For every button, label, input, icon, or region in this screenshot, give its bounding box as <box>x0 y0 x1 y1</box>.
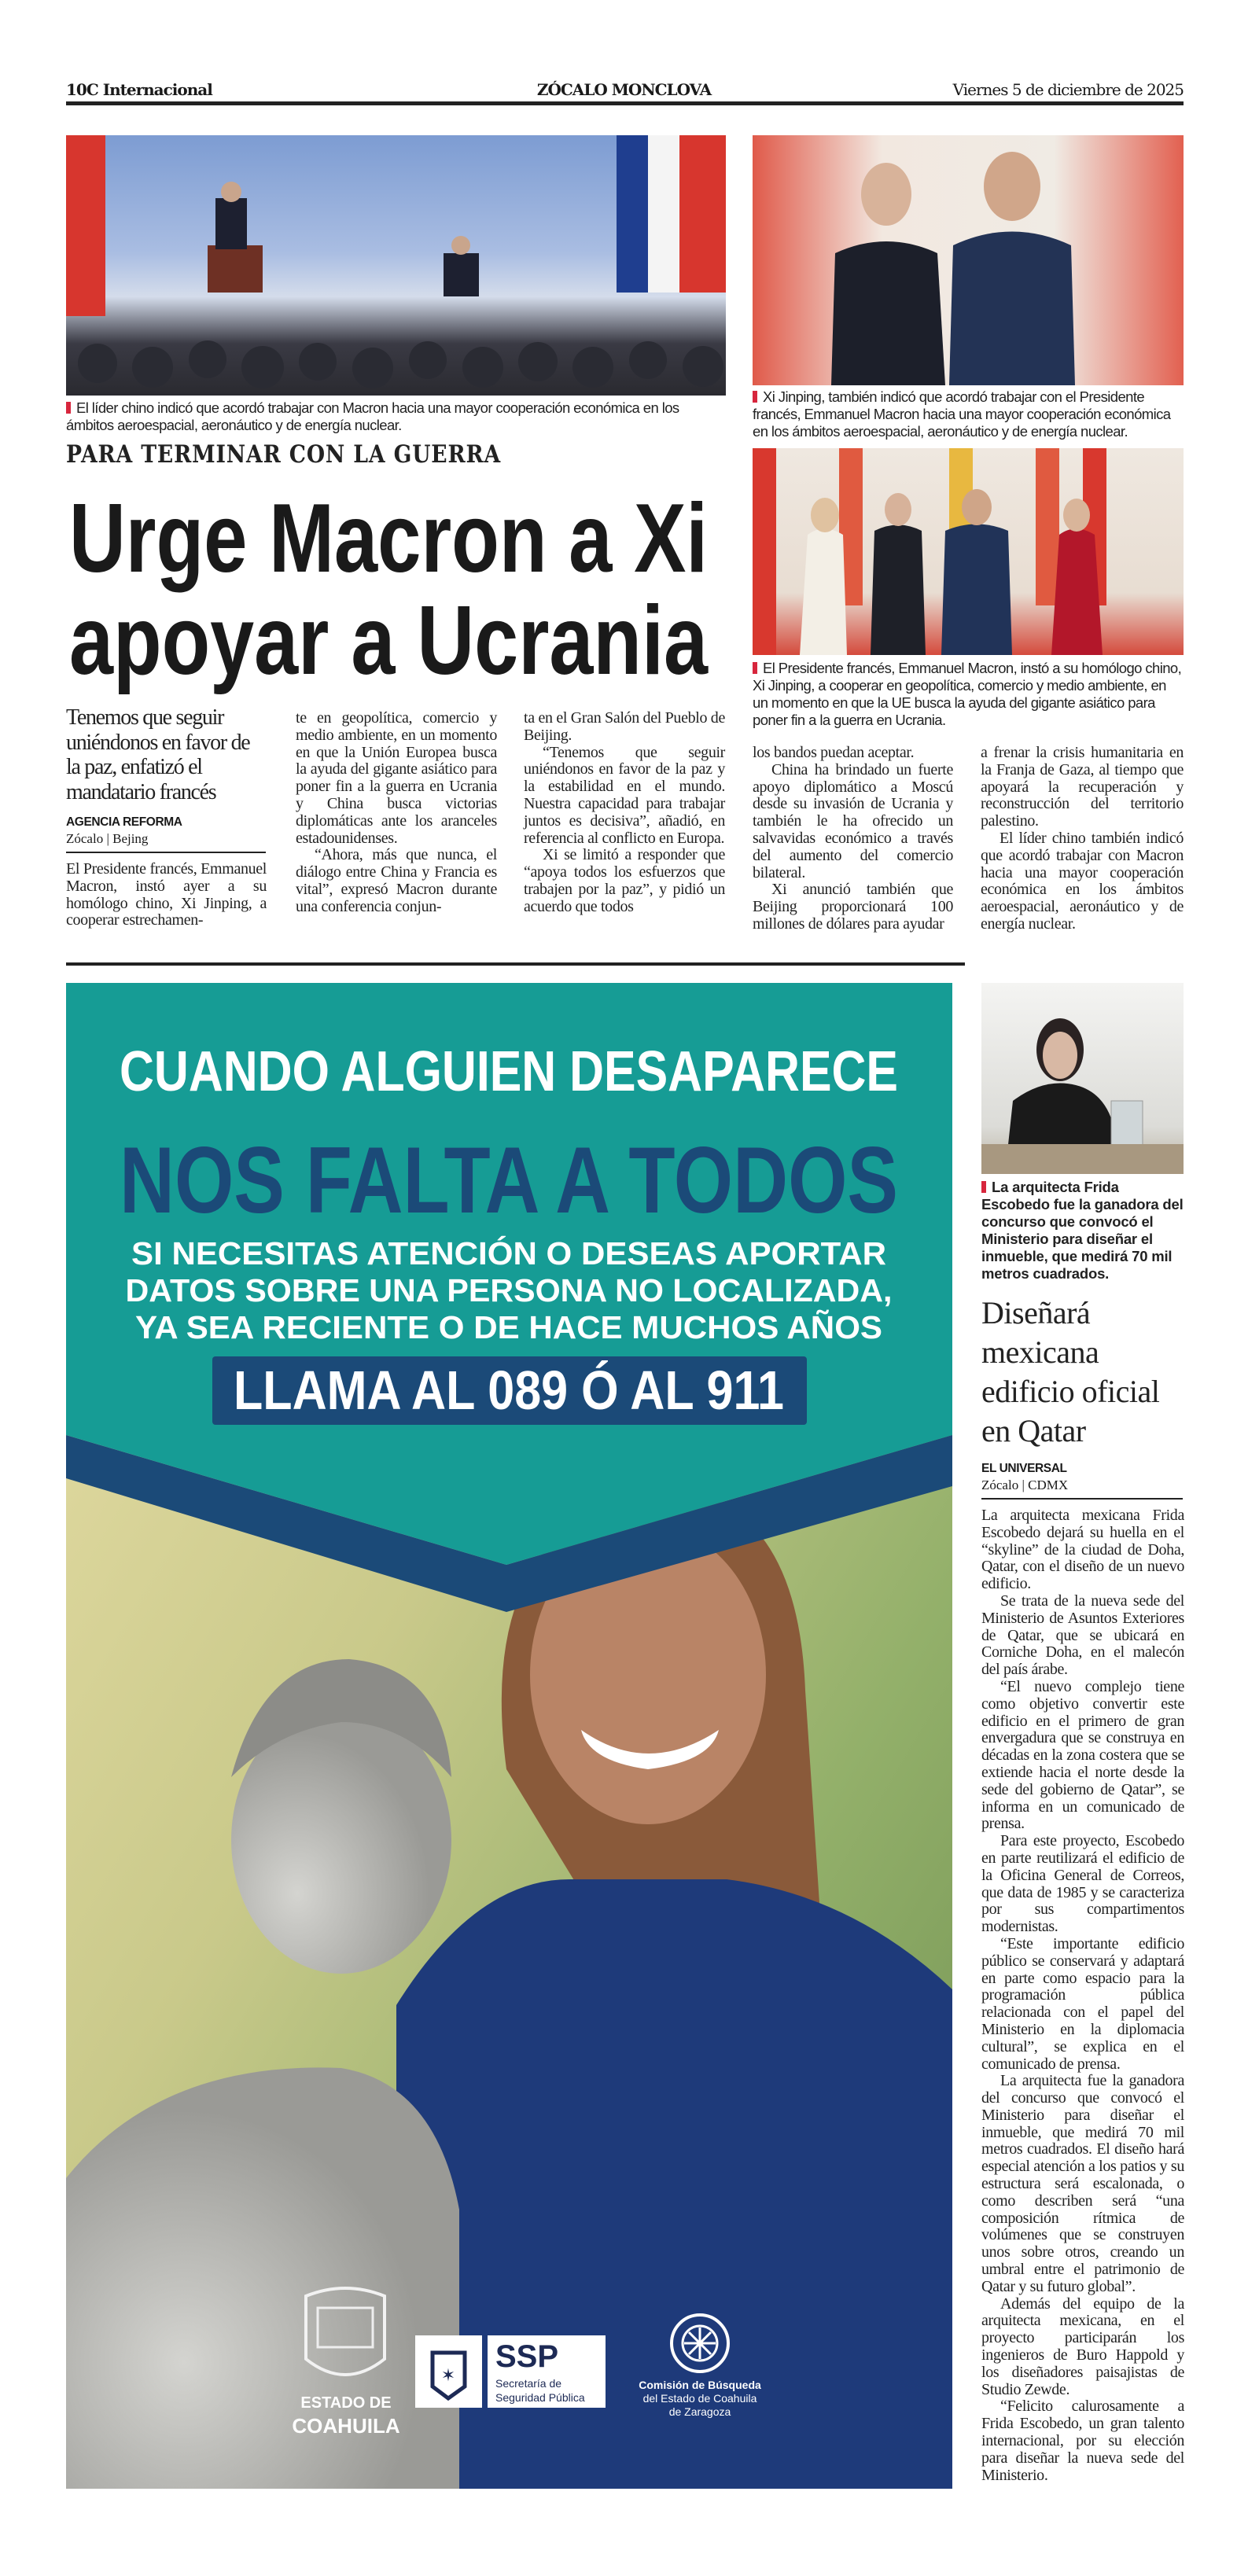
article-column-1: El Presidente francés, Emmanuel Macron, instó ayer a su homólogo chino, Xi Jinping, a cooperar estrechamen- <box>66 860 267 929</box>
ad-subtitle-2: DATOS SOBRE UNA PERSONA NO LOCALIZADA, <box>125 1272 893 1308</box>
issue-date: Viernes 5 de diciembre de 2025 <box>952 80 1184 99</box>
dateline: Zócalo | Bejing <box>66 831 149 846</box>
byline-rule <box>66 852 266 853</box>
boy-shirt <box>66 2067 459 2489</box>
byline-rule <box>981 1498 1183 1500</box>
ssp-star-icon: ✶ <box>440 2366 456 2386</box>
photo-caption: El líder chino indicó que acordó trabajar con Macron hacia una mayor cooperación económica en los ámbitos aeroespacial, aeronáutico y de energía nuclear. <box>66 399 679 433</box>
comision-line-3: de Zaragoza <box>668 2405 731 2418</box>
comision-line-2: del Estado de Coahuila <box>642 2392 757 2405</box>
article-column-1-stack <box>66 705 267 929</box>
byline-agency: EL UNIVERSAL <box>981 1462 1067 1475</box>
section-divider <box>66 962 965 966</box>
dateline: Zócalo | CDMX <box>981 1478 1069 1492</box>
newspaper-name: ZÓCALO MONCLOVA <box>536 80 712 99</box>
side-article-stack <box>981 1179 1184 2484</box>
ad-cta-phone: LLAMA AL 089 Ó AL 911 <box>234 1360 784 1421</box>
ssp-abbr: SSP <box>495 2339 559 2374</box>
header-rule <box>66 101 1184 105</box>
caption-marker-icon <box>753 662 757 674</box>
headline-line-1: Urge Macron a Xi <box>69 484 708 593</box>
conference-photo <box>66 135 726 396</box>
article-column-5: a frenar la crisis humanitaria en la Franja de Gaza, al tiempo que apoyará la recuperación y reconstrucción del territorio palestino. El líder chino también indicó que acordó trabajar con Macron hacia una mayor cooperación económica en los ámbitos aeroespacial, aeronáutico y de energía nuclear. <box>981 744 1184 933</box>
headline-line-2: apoyar a Ucrania <box>69 587 709 695</box>
caption-marker-icon <box>981 1181 986 1193</box>
article-column-4: los bandos puedan aceptar. China ha brindado un fuerte apoyo diplomático a Moscú desde su invasión de Ucrania y también le ha ofrecido un salvavidas económico a través del aumento del comercio bilateral. Xi anunció también que Beijing proporcionará 100 millones de dólares para ayudar <box>753 744 953 933</box>
architect-photo <box>981 983 1184 1174</box>
photo-caption: La arquitecta Frida Escobedo fue la ganadora del concurso que convocó el Ministerio para diseñar el inmueble, que medirá 70 mil metros cuadrados. <box>981 1179 1184 1282</box>
photo-caption: Xi Jinping, también indicó que acordó trabajar con el Presidente francés, Emmanuel Macron hacia una mayor cooperación económica en los ámbitos aeroespacial, aeronáutico y de energía nuclear. <box>753 388 1171 440</box>
couples-photo <box>753 448 1184 655</box>
headline <box>66 476 727 696</box>
missing-persons-ad <box>66 983 952 2489</box>
ssp-line-2: Seguridad Pública <box>495 2391 585 2404</box>
ad-subtitle-3: YA SEA RECIENTE O DE HACE MUCHOS AÑOS <box>135 1309 882 1345</box>
article-column-2: te en geopolítica, comercio y medio ambiente, en un momento en que la Unión Europea busca la ayuda del gigante asiático para poner fin a la guerra en Ucrania y China busca victorias diplomáticas ante los aranceles estadounidenses. “Ahora, más que nunca, el diálogo entre China y Francia es vital”, expresó Macron durante una conferencia conjun- <box>296 709 497 915</box>
byline-agency: AGENCIA REFORMA <box>66 815 182 829</box>
ad-subtitle-1: SI NECESITAS ATENCIÓN O DESEAS APORTAR <box>131 1235 886 1271</box>
section-label: 10C Internacional <box>66 80 212 99</box>
side-headline: Diseñará mexicana edificio oficial en Qatar <box>981 1295 1160 1448</box>
logo-coahuila-text: COAHUILA <box>292 2414 400 2438</box>
subheadline: Tenemos que seguir uniéndonos en favor de la paz, enfatizó el mandatario francés <box>66 705 250 804</box>
handshake-photo <box>753 135 1184 385</box>
kicker: PARA TERMINAR CON LA GUERRA <box>66 440 502 469</box>
ad-headline-2: NOS FALTA A TODOS <box>120 1128 898 1233</box>
photo-caption: El Presidente francés, Emmanuel Macron, instó a su homólogo chino, Xi Jinping, a cooperar en geopolítica, comercio y medio ambiente, en un momento en que la UE busca la ayuda del gigante asiático para poner fin a la guerra en Ucrania. <box>753 660 1182 728</box>
logo-estado-text: ESTADO DE <box>300 2394 392 2412</box>
caption-marker-icon <box>753 391 757 403</box>
ssp-line-1: Secretaría de <box>495 2377 562 2390</box>
caption-marker-icon <box>66 402 71 414</box>
side-article-body: La arquitecta mexicana Frida Escobedo dejará su huella en el “skyline” de la ciudad de Doha, Qatar, con el diseño de un nuevo edificio. Se trata de la nueva sede del Ministerio de Asuntos Exteriores de Qatar, que se ubicará en Corniche Doha, en el malecón del país árabe. “El nuevo complejo tiene como objetivo convertir este edificio en el primero de gran envergadura que se construya en décadas en la zona costera que se extiende hacia el norte desde la sede del gobierno de Qatar”, se informa en un comunicado de prensa. Para este proyecto, Escobedo en parte reutilizará el edificio de la Oficina General de Correos, que data de 1985 y se caracteriza por sus compartimentos modernistas. “Este importante edificio público se conservará y adaptará en parte como espacio para la programación pública relacionada con el papel del Ministerio en la diplomacia cultural”, se explica en el comunicado de prensa. La arquitecta fue la ganadora del concurso que convocó el Ministerio para diseñar el inmueble, que medirá 70 mil metros cuadrados. El diseño hará especial atención a los patios y su estructura será escalonada, o como describen será “una composición rítmica de volúmenes que se construyen unos sobre otros, creando un umbral entre el patrimonio de Qatar y su futuro global”. Además del equipo de la arquitecta mexicana, en el proyecto participarán los ingenieros de Buro Happold y los diseñadores paisajistas de Studio Zewde. “Felicito calurosamente a Frida Escobedo, un gran talento internacional, por su elección para diseñar la nueva sede del Ministerio. <box>981 1507 1184 2484</box>
article-column-3: ta en el Gran Salón del Pueblo de Beijing. “Tenemos que seguir uniéndonos en favor de la paz y la estabilidad en el mundo. Nuestra capacidad para trabajar juntos es decisiva”, añadió, en referencia al conflicto en Europa. Xi se limitó a responder que “apoya todos los esfuerzos que trabajen por la paz”, y pidió un acuerdo que todos <box>524 709 725 915</box>
comision-line-1: Comisión de Búsqueda <box>639 2379 761 2391</box>
ad-headline-1: CUANDO ALGUIEN DESAPARECE <box>120 1040 898 1103</box>
